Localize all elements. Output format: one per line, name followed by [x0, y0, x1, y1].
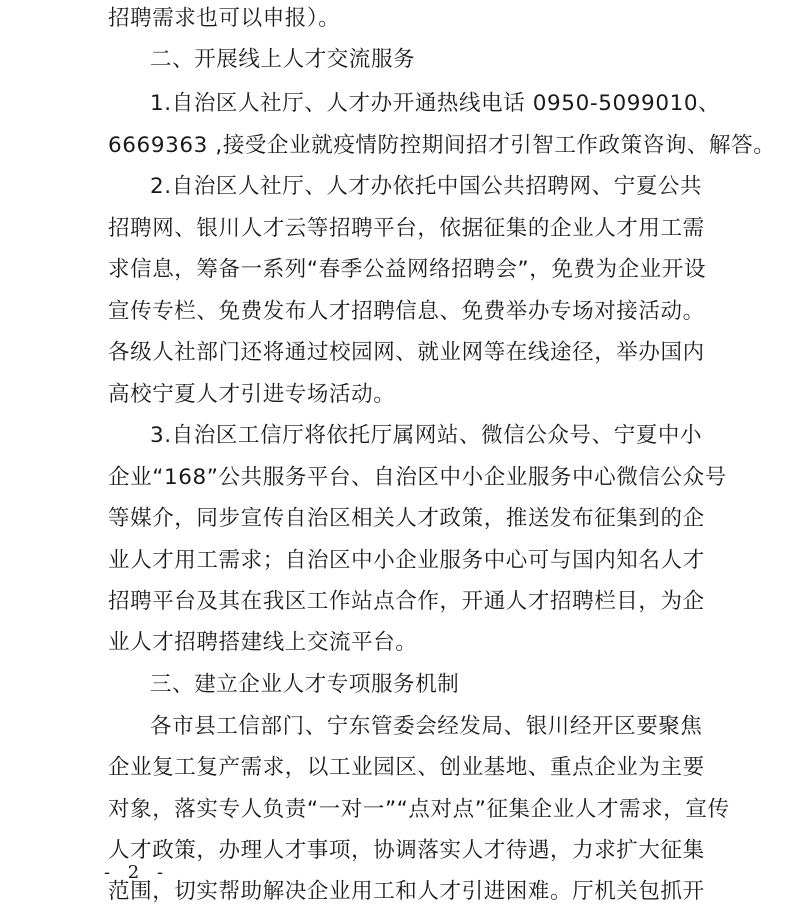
- section-heading: 三、建立企业人才专项服务机制: [150, 672, 460, 697]
- text-line: 求信息，筹备一系列“春季公益网络招聘会”，免费为企业开设: [108, 257, 707, 282]
- text-line: 等媒介，同步宣传自治区相关人才政策，推送发布征集到的企: [108, 506, 705, 531]
- text-line: 招聘平台及其在我区工作站点合作，开通人才招聘栏目，为企: [108, 589, 705, 614]
- text-line: 企业复工复产需求，以工业园区、创业基地、重点企业为主要: [108, 755, 705, 780]
- text-line: 招聘网、银川人才云等招聘平台，依据征集的企业人才用工需: [108, 216, 705, 241]
- text-line: 对象，落实专人负责“一对一”“点对点”征集企业人才需求，宣传: [108, 797, 730, 822]
- text-line: 业人才用工需求；自治区中小企业服务中心可与国内知名人才: [108, 548, 705, 573]
- text-line: 企业“168”公共服务平台、自治区中小企业服务中心微信公众号: [108, 465, 727, 490]
- text-line: 业人才招聘搭建线上交流平台。: [108, 630, 418, 655]
- text-line: 范围，切实帮助解决企业用工和人才引进困难。厅机关包抓开: [108, 879, 705, 904]
- section-heading: 二、开展线上人才交流服务: [150, 47, 416, 72]
- text-line: 3.自治区工信厅将依托厅属网站、微信公众号、宁夏中小: [150, 423, 703, 448]
- text-line: 高校宁夏人才引进专场活动。: [108, 382, 396, 407]
- text-line: 各级人社部门还将通过校园网、就业网等在线途径，举办国内: [108, 340, 705, 365]
- text-line: 6669363 ,接受企业就疫情防控期间招才引智工作政策咨询、解答。: [108, 133, 776, 158]
- text-line: 1.自治区人社厅、人才办开通热线电话 0950-5099010、: [150, 91, 721, 116]
- text-line: 宣传专栏、免费发布人才招聘信息、免费举办专场对接活动。: [108, 299, 705, 324]
- text-line: 各市县工信部门、宁东管委会经发局、银川经开区要聚焦: [150, 714, 703, 739]
- text-line: 招聘需求也可以申报）。: [108, 6, 341, 31]
- text-line: 2.自治区人社厅、人才办依托中国公共招聘网、宁夏公共: [150, 174, 703, 199]
- text-line: 人才政策，办理人才事项，协调落实人才待遇，力求扩大征集: [108, 838, 705, 863]
- page-number: - 2 -: [104, 862, 170, 883]
